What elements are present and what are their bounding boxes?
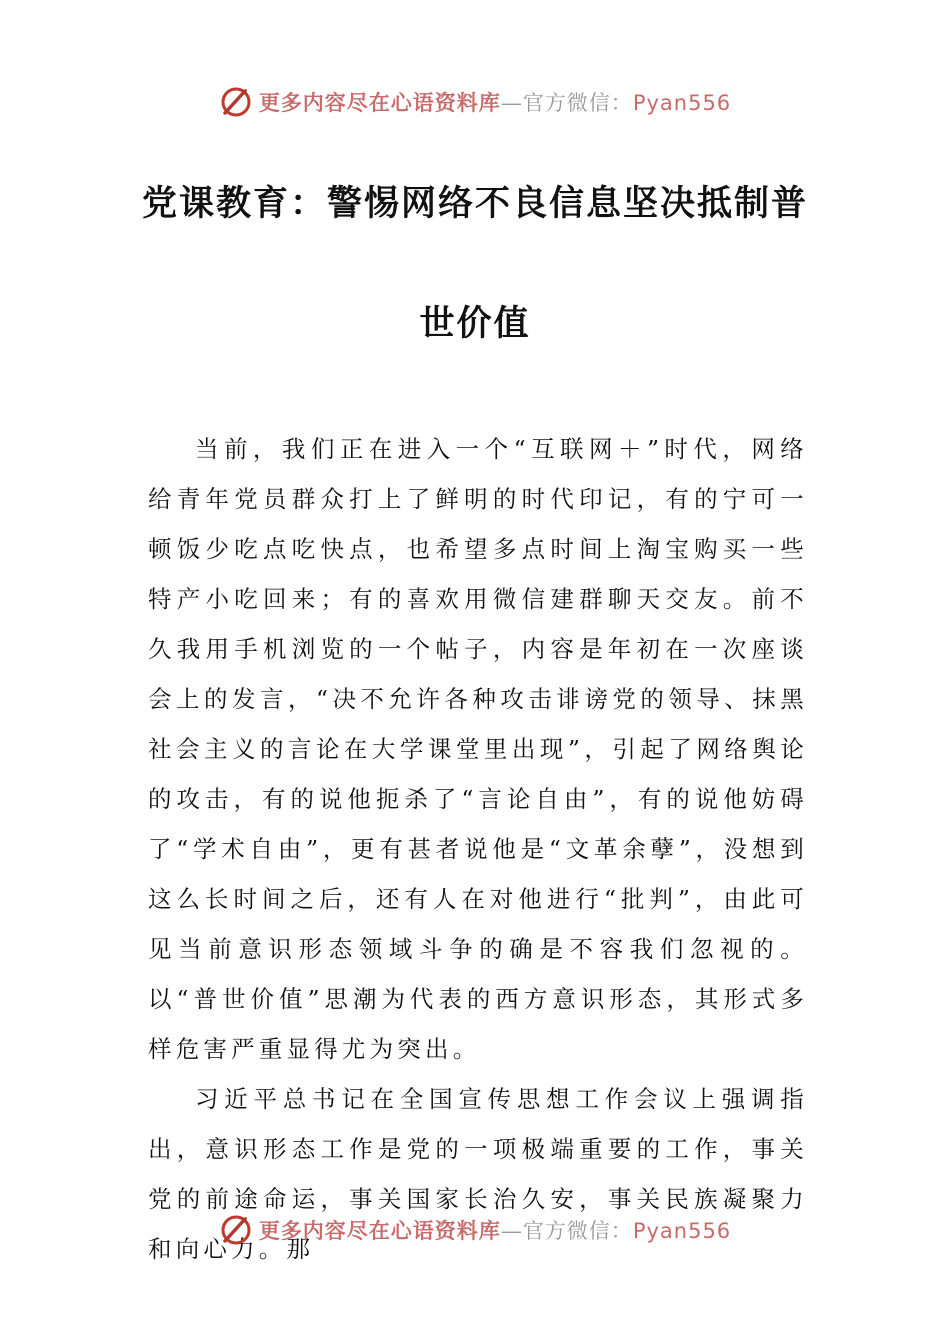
banner-wechat-label: 官方微信： (522, 1219, 633, 1243)
document-title-line2: 世价值 (419, 304, 531, 344)
banner-caption (259, 87, 731, 117)
body-paragraph: 当前，我们正在进入一个“互联网＋”时代，网络给青年党员群众打上了鲜明的时代印记，有的宁可一顿饭少吃点吃快点，也希望多点时间上淘宝购买一些特产小吃回来；有的喜欢用微信建群聊天交友。前不久我用手机浏览的一个帖子，内容是年初在一次座谈会上的发言，“决不允许各种攻击诽谤党的领导、抹黑社会主义的言论在大学课堂里出现”，引起了网络舆论的攻击，有的说他扼杀了“言论自由”，有的说他妨碍了“学术自由”，更有甚者说他是“文革余孽”，没想到这么长时间之后，还有人在对他进行“批判”，由此可见当前意识形态领域斗争的确是不容我们忽视的。以“普世价值”思潮为代表的西方意识形态，其形式多样危害严重显得尤为突出。 (148, 435, 808, 1063)
banner-separator: — (500, 91, 523, 115)
pen-circle-logo-icon (219, 85, 253, 119)
banner-brand: 更多内容尽在心语资料库 (258, 90, 501, 115)
banner-wechat-label: 官方微信： (522, 91, 633, 115)
pen-circle-logo-icon (219, 1213, 253, 1247)
footer-banner (0, 1210, 950, 1250)
banner-wechat-id: Pyan556 (632, 91, 732, 115)
banner-wechat-id: Pyan556 (632, 1219, 732, 1243)
banner-caption (259, 1215, 731, 1245)
header-banner (0, 82, 950, 122)
document-body (148, 424, 808, 1274)
banner-brand: 更多内容尽在心语资料库 (258, 1218, 501, 1243)
banner-separator: — (500, 1219, 523, 1243)
body-paragraph: 习近平总书记在全国宣传思想工作会议上强调指出，意识形态工作是党的一项极端重要的工作，事关党的前途命运，事关国家长治久安，事关民族凝聚力和向心力。那 (148, 1085, 808, 1263)
document-title-line1: 党课教育：警惕网络不良信息坚决抵制普 (141, 184, 808, 224)
